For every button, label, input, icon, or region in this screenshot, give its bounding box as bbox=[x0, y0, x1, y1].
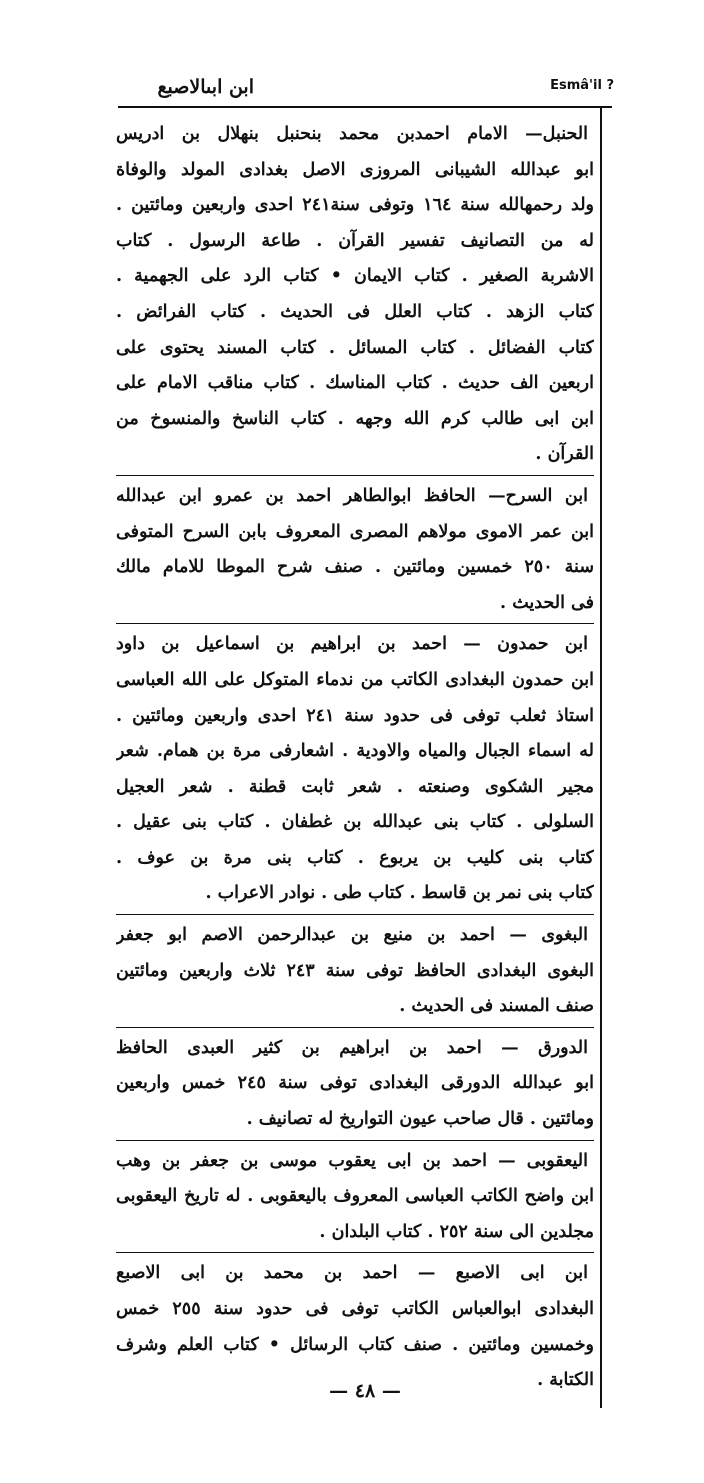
page-header bbox=[118, 74, 614, 104]
text-column bbox=[116, 117, 594, 1399]
folio-mark: Esmâ'il ? bbox=[550, 78, 614, 93]
text-line: البغوى البغدادى الحافظ توفى سنة ٢٤٣ ثلاث واربعين ومائتين bbox=[116, 960, 594, 981]
margin-rule bbox=[600, 108, 602, 1408]
text-line: ابن ابى طالب كرم الله وجهه . كتاب الناسخ والمنسوخ من bbox=[116, 408, 594, 429]
text-line: اليعقوبى — احمد بن ابى يعقوب موسى بن جعفر بن وهب bbox=[116, 1150, 588, 1171]
text-line: سنة ٢٥٠ خمسين ومائتين . صنف شرح الموطا للامام مالك bbox=[116, 557, 594, 578]
page-number: — ٤٨ — bbox=[329, 1380, 401, 1402]
text-line: كتاب بنى نمر بن قاسط . كتاب طى . نوادر الاعراب . bbox=[205, 883, 594, 904]
text-line: صنف المسند فى الحديث . bbox=[399, 996, 594, 1017]
text-line: ابن السرح— الحافظ ابوالطاهر احمد بن عمرو ابن عبدالله bbox=[116, 485, 588, 506]
entry-separator bbox=[116, 475, 594, 476]
entry-paragraph bbox=[116, 1256, 594, 1398]
text-line: الدورق — احمد بن ابراهيم بن كثير العبدى الحافظ bbox=[116, 1037, 588, 1058]
text-line: ولد رحمهالله سنة ١٦٤ وتوفى سنة٢٤١ احدى واربعين ومائتين . bbox=[116, 195, 594, 216]
text-line: ابن واضح الكاتب العباسى المعروف باليعقوبى . له تاريخ اليعقوبى bbox=[116, 1186, 594, 1207]
entry-paragraph bbox=[116, 1144, 594, 1251]
text-line: وخمسين ومائتين . صنف كتاب الرسائل • كتاب العلم وشرف bbox=[116, 1334, 594, 1355]
entry-separator bbox=[116, 623, 594, 624]
text-line: ابن ابى الاصبع — احمد بن محمد بن ابى الاصبع bbox=[116, 1263, 588, 1284]
text-line: كتاب بنى كليب بن يربوع . كتاب بنى مرة بن عوف . bbox=[116, 847, 594, 868]
text-line: اربعين الف حديث . كتاب المناسك . كتاب مناقب الامام على bbox=[116, 373, 594, 394]
entry-separator bbox=[116, 1140, 594, 1141]
text-line: له اسماء الجبال والمياه والاودية . اشعارفى مرة بن همام. شعر bbox=[116, 741, 594, 762]
text-line: ابو عبدالله الشيبانى المروزى الاصل بغدادى المولد والوفاة bbox=[116, 159, 594, 180]
text-line: البغوى — احمد بن منيع بن عبدالرحمن الاصم ابو جعفر bbox=[116, 925, 588, 946]
entry-separator bbox=[116, 1027, 594, 1028]
text-line: مجير الشكوى وصنعته . شعر ثابت قطنة . شعر العجيل bbox=[116, 776, 594, 797]
text-line: فى الحديث . bbox=[500, 592, 594, 613]
text-line: ابن حمدون البغدادى الكاتب من ندماء المتوكل على الله العباسى bbox=[116, 669, 594, 690]
text-line: ابن حمدون — احمد بن ابراهيم بن اسماعيل بن داود bbox=[116, 634, 588, 655]
text-line: السلولى . كتاب بنى عبدالله بن غطفان . كتاب بنى عقيل . bbox=[116, 812, 594, 833]
running-head: ابن ابىالاصبع bbox=[157, 76, 254, 98]
entry-paragraph bbox=[116, 918, 594, 1025]
entry-separator bbox=[116, 914, 594, 915]
text-line: الاشربة الصغير . كتاب الايمان • كتاب الرد على الجهمية . bbox=[116, 266, 594, 287]
entry-paragraph bbox=[116, 117, 594, 473]
text-line: استاذ ثعلب توفى فى حدود سنة ٢٤١ احدى واربعين ومائتين . bbox=[116, 705, 594, 726]
text-line: كتاب الفضائل . كتاب المسائل . كتاب المسند يحتوى على bbox=[116, 337, 594, 358]
text-line: كتاب الزهد . كتاب العلل فى الحديث . كتاب الفرائض . bbox=[116, 301, 594, 322]
text-line: له من التصانيف تفسير القرآن . طاعة الرسول . كتاب bbox=[116, 230, 594, 251]
entry-paragraph bbox=[116, 1031, 594, 1138]
text-line: الكتابة . bbox=[537, 1370, 594, 1391]
text-line: البغدادى ابوالعباس الكاتب توفى فى حدود سنة ٢٥٥ خمس bbox=[116, 1299, 594, 1319]
header-rule bbox=[118, 106, 612, 108]
text-line: ابو عبدالله الدورقى البغدادى توفى سنة ٢٤٥ خمس واربعين bbox=[116, 1073, 594, 1094]
entry-paragraph bbox=[116, 479, 594, 621]
text-line: ومائتين . قال صاحب عيون التواريخ له تصانيف . bbox=[246, 1109, 594, 1130]
entry-paragraph bbox=[116, 627, 594, 912]
text-line: الحنبل— الامام احمدبن محمد بنحنبل بنهلال بن ادريس bbox=[116, 124, 588, 144]
text-line: مجلدين الى سنة ٢٥٢ . كتاب البلدان . bbox=[319, 1221, 594, 1242]
entry-separator bbox=[116, 1252, 594, 1253]
text-line: ابن عمر الاموى مولاهم المصرى المعروف بابن السرح المتوفى bbox=[116, 521, 594, 542]
text-line: القرآن . bbox=[535, 444, 594, 465]
